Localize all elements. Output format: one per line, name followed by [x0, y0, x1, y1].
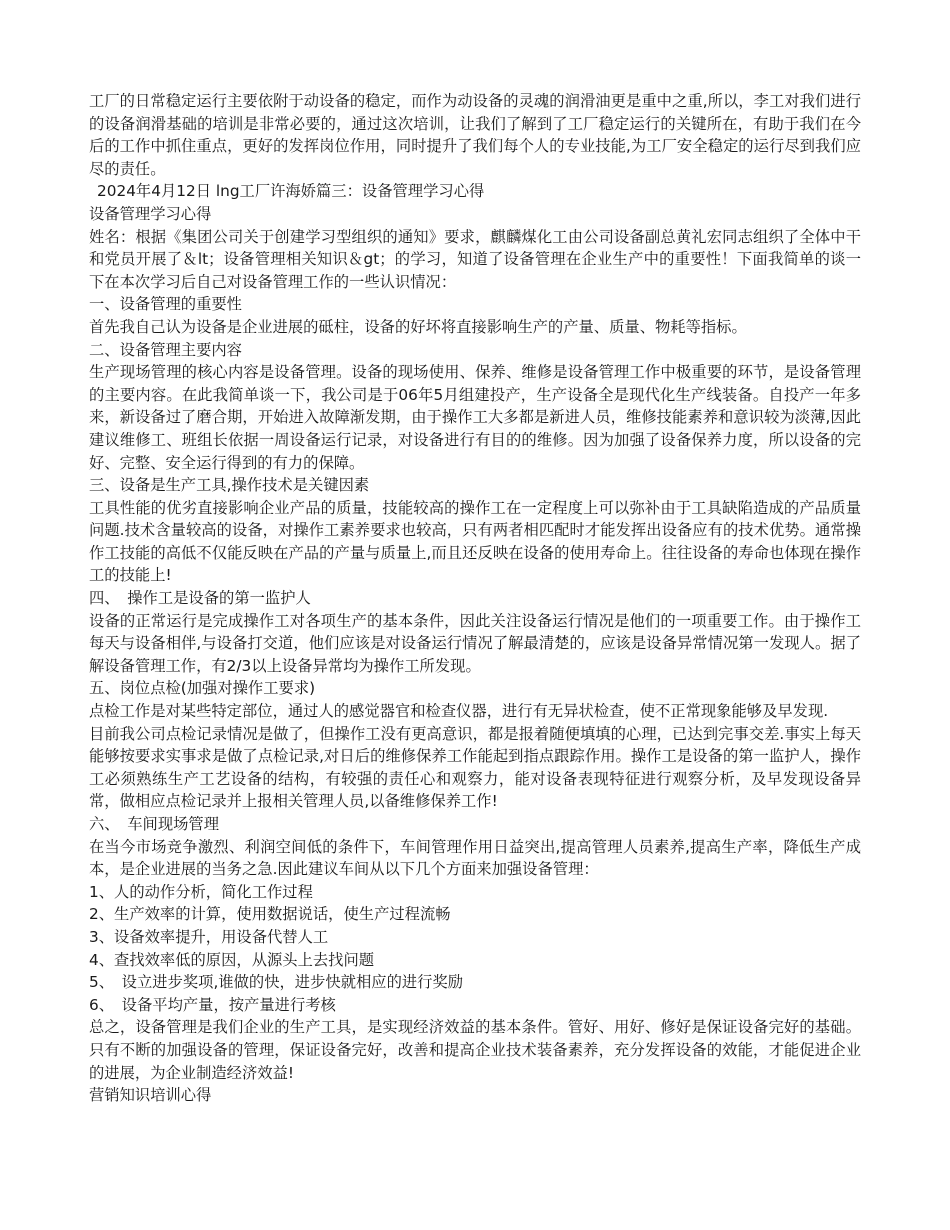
paragraph-intro: 工厂的日常稳定运行主要依附于动设备的稳定，而作为动设备的灵魂的润滑油更是重中之重,所以，李工对我们进行的设备润滑基础的培训是非常必要的，通过这次培训，让我们了解到了工厂稳定运行的关键所在，有助于我们在今后的工作中抓住重点，更好的发挥岗位作用，同时提升了我们每个人的专业技能,为工厂安全稳定的运行尽到我们应尽的责任。 — [89, 92, 861, 178]
list-item: 5、 设立进步奖项,谁做的快，进步快就相应的进行奖励 — [89, 973, 464, 992]
paragraph-4: 设备的正常运行是完成操作工对各项生产的基本条件，因此关注设备运行情况是他们的一项重要工作。由于操作工每天与设备相伴,与设备打交道，他们应该是对设备运行情况了解最清楚的，应该是设备异常情况第一发现人。据了解设备管理工作，有2/3以上设备异常均为操作工所发现。 — [89, 611, 861, 675]
heading-2: 二、设备管理主要内容 — [89, 340, 242, 359]
heading-6: 六、 车间现场管理 — [89, 815, 220, 833]
list-item: 1、人的动作分析，简化工作过程 — [89, 882, 313, 901]
date-title-line: 2024年4月12日 lng工厂许海娇篇三：设备管理学习心得 — [97, 182, 485, 201]
heading-5: 五、岗位点检(加强对操作工要求) — [89, 679, 316, 698]
paragraph-5a: 点检工作是对某些特定部位，通过人的感觉器官和检查仪器，进行有无异状检查，使不正常现象能够及早发现. — [89, 702, 829, 721]
list-item: 4、查找效率低的原因，从源头上去找问题 — [89, 950, 375, 969]
paragraph-3: 工具性能的优劣直接影响企业产品的质量，技能较高的操作工在一定程度上可以弥补由于工具缺陷造成的产品质量问题.技术含量较高的设备，对操作工素养要求也较高，只有两者相匹配时才能发挥出设备应有的技术优势。通常操作工技能的高低不仅能反映在产品的产量与质量上,而且还反映在设备的使用寿命上。往往设备的寿命也体现在操作工的技能上! — [89, 498, 861, 585]
list-item: 2、生产效率的计算，使用数据说话，使生产过程流畅 — [89, 905, 451, 924]
heading-1: 一、设备管理的重要性 — [89, 295, 242, 314]
next-section-title: 营销知识培训心得 — [89, 1086, 212, 1105]
paragraph-6: 在当今市场竞争激烈、利润空间低的条件下，车间管理作用日益突出,提高管理人员素养,提高生产率，降低生产成本，是企业进展的当务之急.因此建议车间从以下几个方面来加强设备管理： — [89, 837, 861, 879]
heading-4: 四、 操作工是设备的第一监护人 — [89, 589, 311, 608]
paragraph-5b: 目前我公司点检记录情况是做了，但操作工没有更高意识，都是报着随便填填的心理，已达到完事交差.事实上每天能够按要求实事求是做了点检记录,对日后的维修保养工作能起到指点跟踪作用。操作工是设备的第一监护人，操作工必须熟练生产工艺设备的结构，有较强的责任心和观察力，能对设备表现特征进行观察分析，及早发现设备异常，做相应点检记录并上报相关管理人员,以备维修保养工作! — [89, 724, 861, 811]
section-title: 设备管理学习心得 — [89, 204, 212, 223]
heading-3: 三、设备是生产工具,操作技术是关键因素 — [89, 476, 370, 495]
paragraph-1: 首先我自己认为设备是企业进展的砥柱，设备的好坏将直接影响生产的产量、质量、物耗等指标。 — [89, 317, 747, 336]
paragraph-conclusion: 总之，设备管理是我们企业的生产工具，是实现经济效益的基本条件。管好、用好、修好是保证设备完好的基础。只有不断的加强设备的管理，保证设备完好，改善和提高企业技术装备素养，充分发挥设备的效能，才能促进企业的进展，为企业制造经济效益! — [89, 1018, 861, 1082]
list-item: 6、 设备平均产量，按产量进行考核 — [89, 995, 336, 1014]
list-item: 3、设备效率提升，用设备代替人工 — [89, 927, 329, 946]
paragraph-opening: 姓名：根据《集团公司关于创建学习型组织的通知》要求，麒麟煤化工由公司设备副总黄礼宏同志组织了全体中干和党员开展了＆lt；设备管理相关知识＆gt；的学习，知道了设备管理在企业生产中的重要性！下面我简单的谈一下在本次学习后自己对设备管理工作的一些认识情况： — [89, 227, 861, 291]
document-body — [89, 90, 861, 1107]
paragraph-2: 生产现场管理的核心内容是设备管理。设备的现场使用、保养、维修是设备管理工作中极重要的环节，是设备管理的主要内容。在此我简单谈一下，我公司是于06年5月组建投产，生产设备全是现代化生产线装备。自投产一年多来，新设备过了磨合期，开始进入故障渐发期，由于操作工大多都是新进人员，维修技能素养和意识较为淡薄,因此建议维修工、班组长依据一周设备运行记录，对设备进行有目的的维修。因为加强了设备保养力度，所以设备的完好、完整、安全运行得到的有力的保障。 — [89, 363, 861, 472]
